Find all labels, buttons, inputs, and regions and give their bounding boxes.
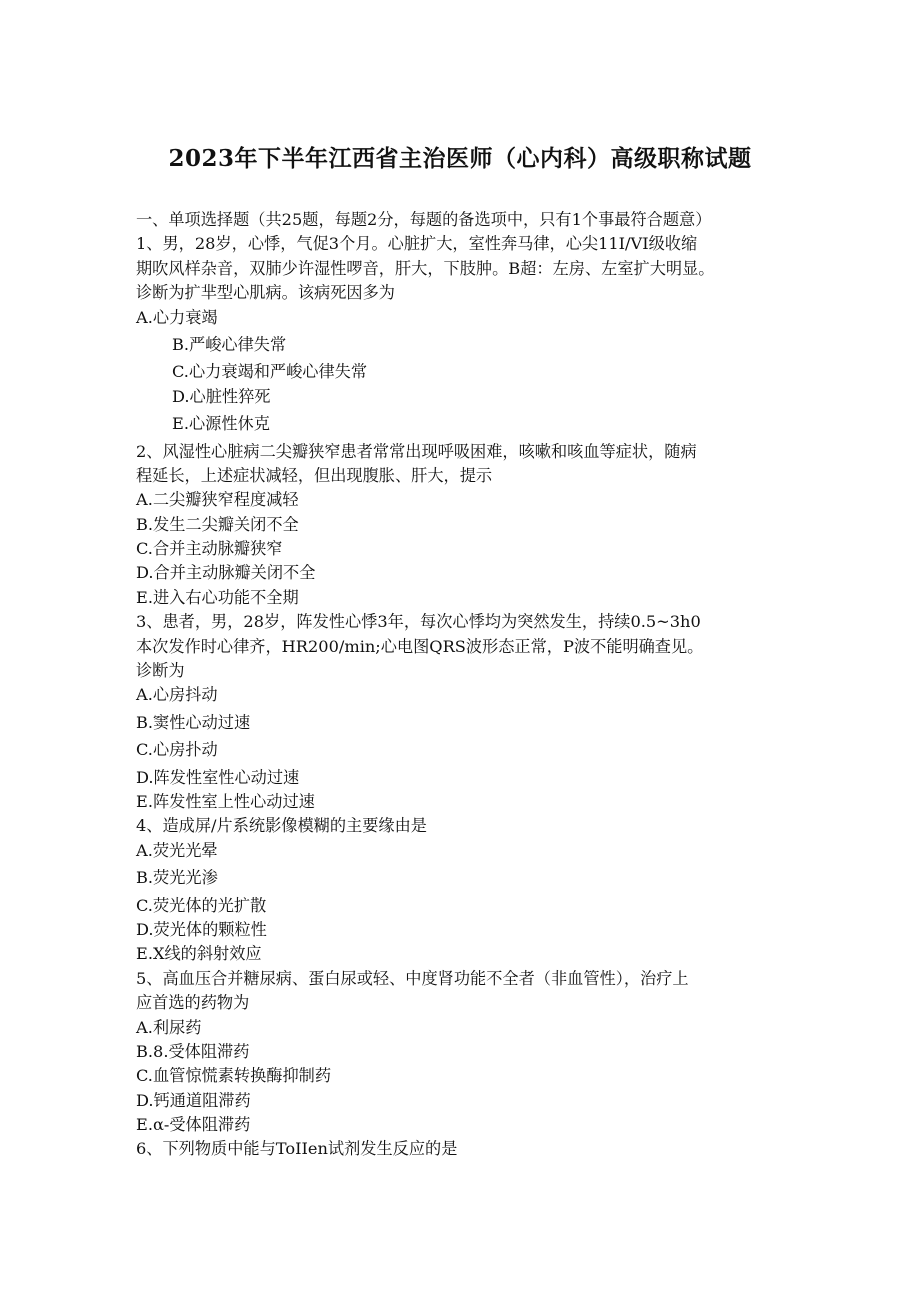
question-2	[136, 440, 796, 611]
question-text-line: 期吹风样杂音，双肺少许湿性啰音，肝大，下肢肿。B超：左房、左室扩大明显。	[136, 258, 715, 278]
question-text-line: 4、造成屏/片系统影像模糊的主要缘由是	[136, 816, 427, 836]
question-text-line: 应首选的药物为	[136, 993, 250, 1013]
answer-option: B.严峻心律失常	[172, 334, 287, 354]
answer-option: B.8.受体阻滞药	[136, 1041, 250, 1061]
answer-option: D.荧光体的颗粒性	[136, 919, 267, 939]
answer-option: E.阵发性室上性心动过速	[136, 791, 315, 811]
answer-option: C.心力衰竭和严峻心律失常	[172, 362, 368, 382]
question-3	[136, 610, 796, 814]
question-text-line: 5、高血压合并糖尿病、蛋白尿或轻、中度肾功能不全者（非血管性），治疗上	[136, 968, 689, 988]
answer-option: D.合并主动脉瓣关闭不全	[136, 563, 316, 583]
question-1	[136, 232, 796, 436]
document-body	[136, 208, 796, 1162]
question-4	[136, 814, 796, 966]
answer-option: E.α-受体阻滞药	[136, 1115, 251, 1135]
answer-option: A.心力衰竭	[136, 307, 218, 327]
question-text-line: 6、下列物质中能与ToIIen试剂发生反应的是	[136, 1139, 458, 1159]
question-text-line: 程延长，上述症状减轻，但出现腹胀、肝大，提示	[136, 465, 493, 485]
answer-option: B.发生二尖瓣关闭不全	[136, 514, 299, 534]
answer-option: C.荧光体的光扩散	[136, 895, 267, 915]
answer-option: D.心脏性猝死	[172, 386, 271, 406]
question-text-line: 本次发作时心律齐，HR200/min;心电图QRS波形态正常，P波不能明确查见。	[136, 636, 704, 656]
answer-option: E.进入右心功能不全期	[136, 587, 299, 607]
question-6	[136, 1137, 796, 1161]
answer-option: E.X线的斜射效应	[136, 944, 262, 964]
answer-option: D.阵发性室性心动过速	[136, 767, 300, 787]
question-text-line: 2、风湿性心脏病二尖瓣狭窄患者常常出现呼吸困难，咳嗽和咳血等症状，随病	[136, 441, 697, 461]
answer-option: C.心房扑动	[136, 740, 218, 760]
answer-option: D.钙通道阻滞药	[136, 1090, 251, 1110]
answer-option: A.荧光光晕	[136, 840, 218, 860]
answer-option: A.利尿药	[136, 1017, 202, 1037]
question-text-line: 诊断为扩芈型心肌病。该病死因多为	[136, 283, 395, 303]
answer-option: C.合并主动脉瓣狭窄	[136, 539, 283, 559]
answer-option: C.血管惊慌素转换酶抑制药	[136, 1066, 332, 1086]
answer-option: E.心源性休克	[172, 414, 270, 434]
question-text-line: 3、患者，男，28岁，阵发性心悸3年，每次心悸均为突然发生，持续0.5~3h0	[136, 612, 701, 632]
question-text-line: 1、男，28岁，心悸，气促3个月。心脏扩大，室性奔马律，心尖11I/VI级收缩	[136, 234, 698, 254]
answer-option: A.心房抖动	[136, 685, 218, 705]
answer-option: B.荧光光渗	[136, 868, 218, 888]
question-text-line: 诊断为	[136, 661, 185, 681]
question-5	[136, 967, 796, 1138]
answer-option: B.窦性心动过速	[136, 712, 251, 732]
document-title: 2023年下半年江西省主治医师（心内科）高级职称试题	[168, 145, 752, 172]
section-header: 一、单项选择题（共25题，每题2分，每题的备选项中，只有1个事最符合题意）	[136, 210, 712, 229]
answer-option: A.二尖瓣狭窄程度减轻	[136, 490, 299, 510]
